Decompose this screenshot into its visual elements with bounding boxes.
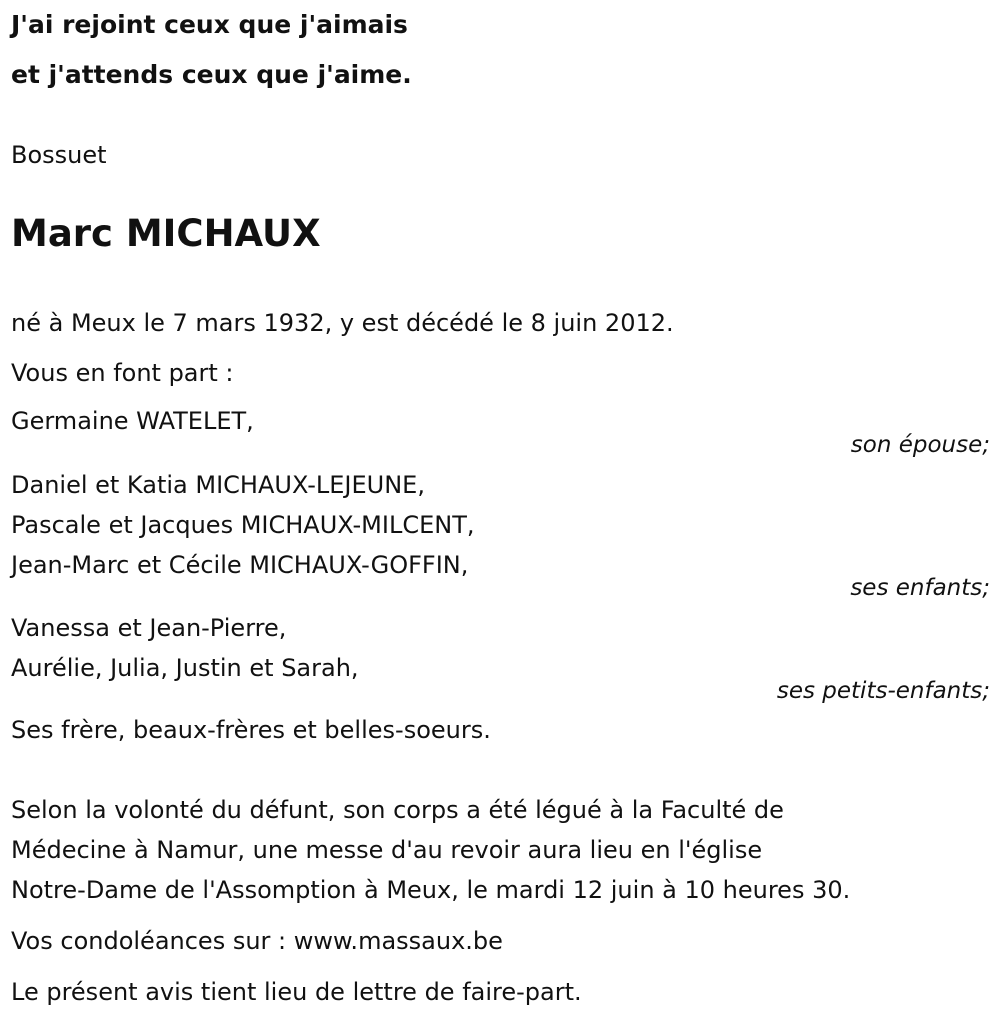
funeral-text-line: Notre-Dame de l'Assomption à Meux, le mardi 12 juin à 10 heures 30. (11, 876, 851, 904)
closing-line: Le présent avis tient lieu de lettre de faire-part. (11, 978, 582, 1006)
children-relation: ses enfants; (850, 575, 990, 601)
quote-line-1: J'ai rejoint ceux que j'aimais (11, 10, 408, 39)
announce-intro: Vous en font part : (11, 359, 234, 387)
grandchildren-relation: ses petits-enfants; (776, 678, 990, 704)
siblings-line: Ses frère, beaux-frères et belles-soeurs. (11, 716, 491, 744)
child-name: Jean-Marc et Cécile MICHAUX-GOFFIN, (11, 551, 469, 579)
funeral-text-line: Médecine à Namur, une messe d'au revoir aura lieu en l'église (11, 836, 763, 864)
grandchild-name: Vanessa et Jean-Pierre, (11, 614, 287, 642)
quote-line-2: et j'attends ceux que j'aime. (11, 60, 412, 89)
grandchild-name: Aurélie, Julia, Justin et Sarah, (11, 654, 359, 682)
spouse-relation: son épouse; (850, 432, 990, 458)
quote-author: Bossuet (11, 141, 107, 169)
spouse-name: Germaine WATELET, (11, 407, 254, 435)
funeral-text-line: Selon la volonté du défunt, son corps a été légué à la Faculté de (11, 796, 784, 824)
deceased-name: Marc MICHAUX (11, 212, 321, 255)
birth-death-dates: né à Meux le 7 mars 1932, y est décédé le 8 juin 2012. (11, 309, 674, 337)
child-name: Pascale et Jacques MICHAUX-MILCENT, (11, 511, 475, 539)
condolences-line: Vos condoléances sur : www.massaux.be (11, 927, 503, 955)
child-name: Daniel et Katia MICHAUX-LEJEUNE, (11, 471, 425, 499)
